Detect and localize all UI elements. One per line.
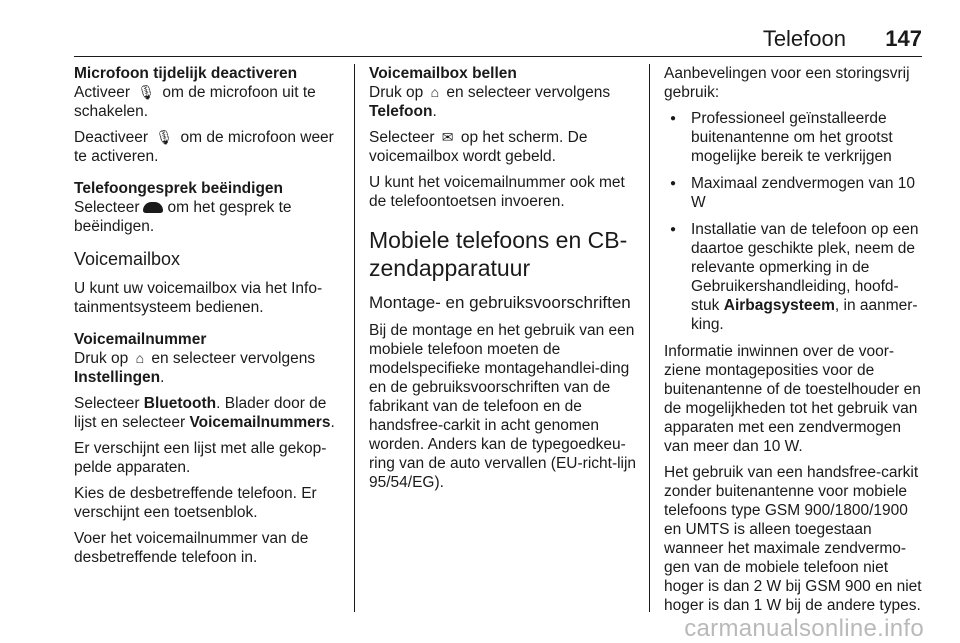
paragraph-info: Informatie inwinnen over de voor-ziene montageposities voor de buitenantenne of de toestelhouder en de mogelijkheden tot het gebruik van apparaten met een zendvermogen van meer dan 10 W.	[664, 343, 921, 455]
home-icon: ⌂	[430, 84, 440, 100]
column-1	[74, 64, 340, 574]
paragraph-mic-deactivate: Deactiveer 🎙 om de microfoon weer te activeren.	[74, 129, 334, 165]
column-divider-1	[354, 64, 355, 612]
paragraph-handsfree: Het gebruik van een handsfree-carkit zonder buitenantenne voor mobiele telefoons type GSM 900/1800/1900 en UMTS is alleen toegestaan wanneer het maximale zendvermo-gen van de mobiele telefoon niet hoger is dan 2 W bij GSM 900 en niet hoger is dan 1 W bij de andere types.	[664, 464, 922, 614]
column-3	[664, 64, 926, 622]
paragraph-press-home-phone: Druk op ⌂ en selecteer vervolgens Telefoon.	[369, 84, 611, 120]
paragraph-enter-number: Voer het voicemailnummer van de desbetreffende telefoon in.	[74, 530, 309, 566]
watermark: carmanualsonline.info	[684, 615, 924, 642]
page-footer	[0, 612, 960, 642]
voicemail-icon: ✉	[441, 129, 454, 145]
recommendation-list	[664, 109, 926, 334]
heading-call-voicemail: Voicemailbox bellen	[369, 65, 517, 82]
column-divider-2	[649, 64, 650, 612]
home-icon: ⌂	[135, 350, 145, 366]
heading-voicemailbox: Voicemailbox	[74, 249, 181, 269]
list-item: ● Professioneel geïnstalleerde buitenantenne om het grootst mogelijke bereik te verkrijgen	[664, 109, 926, 166]
paragraph-select-voicemail: Selecteer ✉ op het scherm. De voicemailbox wordt gebeld.	[369, 129, 588, 165]
microphone-muted-icon: 🎙	[155, 129, 174, 145]
heading-end-call: Telefoongesprek beëindigen	[74, 180, 284, 197]
paragraph-voicemailbox: U kunt uw voicemailbox via het Info-tainmentsysteem bedienen.	[74, 280, 323, 316]
paragraph-mic-activate: Activeer 🎙 om de microfoon uit te schakelen.	[74, 84, 316, 120]
list-item: ● Maximaal zendvermogen van 10 W	[664, 174, 926, 212]
paragraph-manual-entry: U kunt het voicemailnummer ook met de telefoontoetsen invoeren.	[369, 174, 625, 210]
paragraph-device-list: Er verschijnt een lijst met alle gekop-pelde apparaten.	[74, 440, 327, 476]
list-item: ● Installatie van de telefoon op een daartoe geschikte plek, neem de relevante opmerking in de Gebruikershandleiding, hoofd-stuk Airbagsysteem, in aanmer-king.	[664, 220, 926, 334]
hang-up-icon	[143, 202, 163, 213]
page-header	[0, 26, 960, 56]
heading-mobile-phones: Mobiele telefoons en CB-zendapparatuur	[369, 227, 628, 281]
paragraph-select-bluetooth: Selecteer Bluetooth. Blader door de lijst en selecteer Voicemailnummers.	[74, 395, 335, 431]
microphone-muted-icon: 🎙	[137, 84, 156, 100]
header-rule	[74, 56, 922, 57]
paragraph-end-call: Selecteer om het gesprek te beëindigen.	[74, 199, 292, 235]
heading-voicemail-number: Voicemailnummer	[74, 331, 207, 348]
paragraph-press-home: Druk op ⌂ en selecteer vervolgens Instellingen.	[74, 350, 316, 386]
page-number: 147	[885, 26, 922, 51]
paragraph-choose-phone: Kies de desbetreffende telefoon. Er verschijnt een toetsenblok.	[74, 485, 317, 521]
heading-mic-deactivate: Microfoon tijdelijk deactiveren	[74, 65, 298, 82]
column-2	[369, 64, 637, 499]
heading-mounting-rules: Montage- en gebruiksvoorschriften	[369, 293, 631, 312]
paragraph-recommendations: Aanbevelingen voor een storingsvrij gebruik:	[664, 65, 910, 101]
paragraph-mounting: Bij de montage en het gebruik van een mobiele telefoon moeten de modelspecifieke montagehandlei-ding en de gebruiksvoorschriften van de fabrikant van de telefoon en de handsfree-carkit in acht genomen worden. Anders kan de typegoedkeu-ring van de auto vervallen (EU-richt-lijn 95/54/EG).	[369, 322, 637, 491]
chapter-title: Telefoon	[762, 26, 846, 51]
